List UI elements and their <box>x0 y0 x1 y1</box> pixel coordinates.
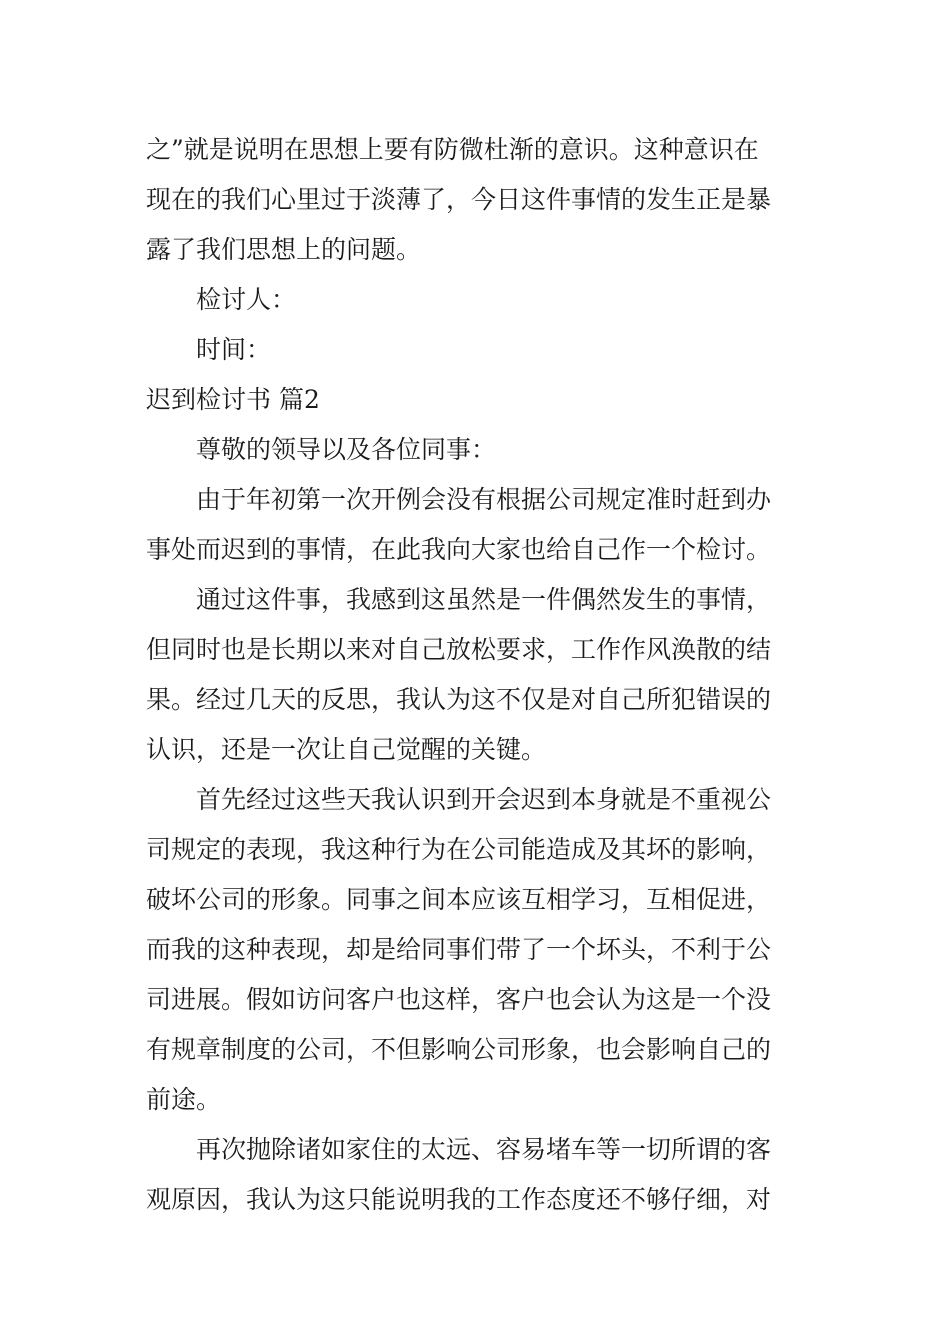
paragraph-line: 有规章制度的公司，不但影响公司形象，也会影响自己的 <box>146 1035 772 1064</box>
paragraph-line: 司规定的表现，我这种行为在公司能造成及其坏的影响， <box>146 835 772 864</box>
text-line: 现在的我们心里过于淡薄了，今日这件事情的发生正是暴 <box>146 185 772 214</box>
paragraph-line: 由于年初第一次开例会没有根据公司规定准时赶到办 <box>196 485 772 514</box>
paragraph-line: 观原因，我认为这只能说明我的工作态度还不够仔细，对 <box>146 1185 772 1214</box>
paragraph-line: 但同时也是长期以来对自己放松要求，工作作风涣散的结 <box>146 635 772 664</box>
paragraph-line: 前途。 <box>146 1085 222 1114</box>
paragraph-line: 再次抛除诸如家住的太远、容易堵车等一切所谓的客 <box>196 1135 772 1164</box>
salutation: 尊敬的领导以及各位同事： <box>196 435 497 464</box>
text-line: 露了我们思想上的问题。 <box>146 235 422 264</box>
signature-label: 检讨人： <box>196 285 297 314</box>
paragraph-line: 事处而迟到的事情，在此我向大家也给自己作一个检讨。 <box>146 535 772 564</box>
date-label: 时间： <box>196 335 272 364</box>
paragraph-line: 果。经过几天的反思，我认为这不仅是对自己所犯错误的 <box>146 685 772 714</box>
document-page <box>146 125 806 1225</box>
paragraph-line: 通过这件事，我感到这虽然是一件偶然发生的事情， <box>196 585 772 614</box>
paragraph-line: 认识，还是一次让自己觉醒的关键。 <box>146 735 547 764</box>
paragraph-line: 而我的这种表现，却是给同事们带了一个坏头，不利于公 <box>146 935 772 964</box>
paragraph-line: 首先经过这些天我认识到开会迟到本身就是不重视公 <box>196 785 772 814</box>
paragraph-line: 破坏公司的形象。同事之间本应该互相学习，互相促进， <box>146 885 772 914</box>
paragraph-line: 司进展。假如访问客户也这样，客户也会认为这是一个没 <box>146 985 772 1014</box>
section-heading: 迟到检讨书 篇2 <box>146 385 320 414</box>
text-line: 之”就是说明在思想上要有防微杜渐的意识。这种意识在 <box>146 135 759 164</box>
